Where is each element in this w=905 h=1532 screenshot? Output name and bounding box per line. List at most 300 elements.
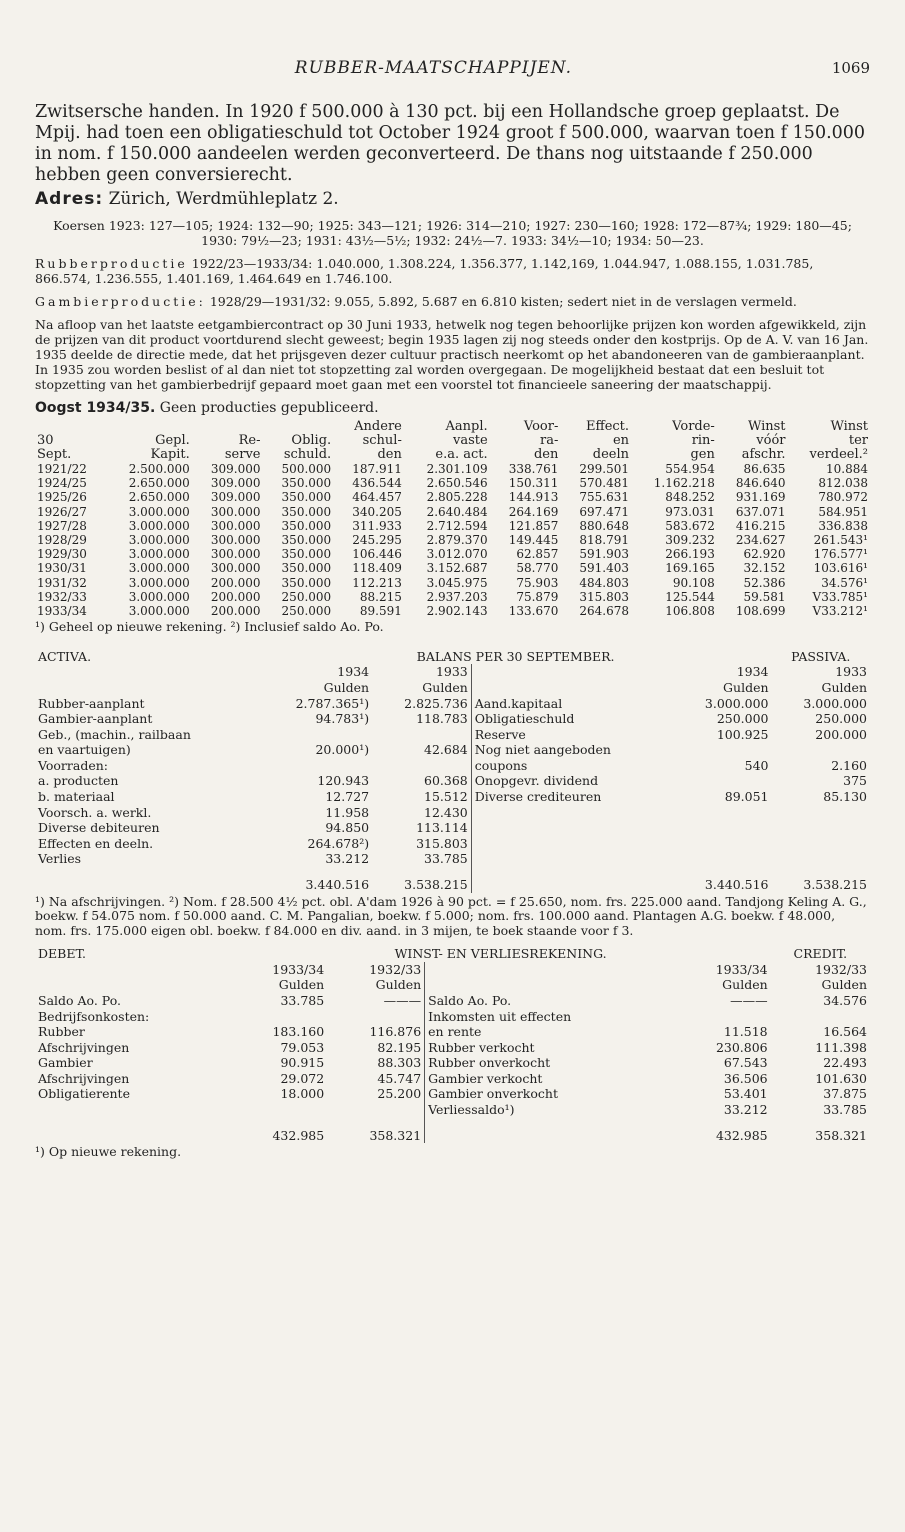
left-value: 2.787.365¹) [295, 695, 370, 711]
right-value: 89.051 [724, 789, 769, 805]
left-value: 264.678²) [307, 835, 370, 851]
left-value: 315.803 [416, 835, 468, 851]
left-value: 183.160 [272, 1024, 325, 1040]
total-cell: 432.985 [272, 1127, 325, 1143]
left-label: Saldo Ao. Po. [38, 992, 121, 1008]
left-value: 12.430 [424, 804, 468, 820]
right-label: Diverse crediteuren [471, 789, 673, 805]
right-value: 230.806 [715, 1039, 768, 1055]
total-row [35, 867, 870, 893]
left-value: 33.212 [325, 851, 370, 867]
stats-header-cell: ter [848, 433, 868, 448]
total-cell: 3.538.215 [803, 877, 867, 893]
balance-note: ¹) Na afschrijvingen. ²) Nom. f 28.500 4½ pct. obl. A'dam 1926 à 90 pct. = f 25.650, nom. frs. 225.000 aand. Tandjong Keling A. G., boekw. f 54.075 nom. f 50.000 aand. C. M. Pangalian, boekw. f 5.000; nom. frs. 100.000 aand. Plantagen A.G. boekw. f 48.000, nom. frs. 175.000 eigen obl. boekw. f 84.000 en div. aand. in 3 mijen, te boek staande voor f 3. [35, 893, 867, 938]
stats-cell: 315.803 [579, 589, 630, 604]
unit-cell: Gulden [723, 679, 769, 695]
right-label: Rubber verkocht [425, 1040, 674, 1056]
unit-cell: Gulden [422, 679, 468, 695]
stats-cell: 300.000 [210, 533, 261, 548]
spacer-cell [471, 664, 673, 680]
stats-cell: 1933/34 [37, 604, 87, 619]
stats-cell: 1925/26 [37, 490, 87, 505]
spacer-cell [35, 680, 260, 696]
account-row [35, 742, 870, 758]
stats-header-cell: ra- [539, 433, 559, 448]
year-cell: 1933 [435, 664, 468, 680]
right-value: 11.518 [723, 1024, 768, 1040]
right-value: 34.576 [823, 992, 867, 1008]
unit-row [35, 977, 870, 993]
intro-paragraph: Zwitsersche handen. In 1920 f 500.000 à 130 pct. bij een Hollandsche groep geplaatst. De Mpij. had toen een obligatieschuld tot October 1924 groot f 500.000, waarvan toen f 150.000 in nom. f 150.000 aandeelen werden geconverteerd. De thans nog uitstaande f 250.000 hebben geen conversierecht. [35, 102, 866, 185]
spacer-cell [673, 820, 771, 836]
right-value: 200.000 [815, 726, 867, 742]
right-label: Rubber onverkocht [425, 1055, 674, 1071]
stats-cell: 812.038 [818, 476, 868, 491]
spacer-cell [471, 820, 673, 836]
stats-cell: 3.000.000 [128, 561, 190, 576]
stats-cell: 264.169 [508, 504, 559, 519]
stats-cell: 121.857 [508, 518, 559, 533]
stats-header-cell [106, 420, 192, 434]
stats-header-cell [192, 420, 263, 434]
account-row [35, 1071, 870, 1087]
stats-header-cell: Gepl. [155, 433, 190, 448]
total-cell: 3.440.516 [704, 877, 769, 893]
address-line [35, 188, 870, 210]
spacer-cell [471, 805, 673, 821]
stats-cell: 3.000.000 [128, 589, 190, 604]
rubber-production [35, 256, 870, 286]
stats-cell: 846.640 [735, 476, 786, 491]
right-label: coupons [471, 758, 673, 774]
right-value: 33.785 [823, 1102, 867, 1118]
left-value: 15.512 [424, 789, 468, 805]
stats-cell: 169.165 [665, 561, 715, 576]
koersen-text: Koersen 1923: 127—105; 1924: 132—90; 1925: 343—121; 1926: 314—210; 1927: 230—160; 1928: 172—87¾; 1929: 180—45; 1930: 79½—23; 1931: 43½—5½; 1932: 24½—7. 1933: 34½—10; 1934: 50—23. [53, 218, 852, 248]
stats-cell: 1932/33 [37, 589, 87, 604]
stats-header-cell: verdeel.² [809, 447, 868, 462]
right-value: 100.925 [716, 726, 769, 742]
oogst-text: Geen producties gepubliceerd. [159, 400, 379, 416]
stats-header-cell: Effect. [585, 419, 630, 434]
account-row [35, 1024, 870, 1040]
right-label: Onopgevr. dividend [471, 773, 673, 789]
stats-cell: 591.403 [579, 561, 630, 576]
left-value: 82.195 [377, 1039, 422, 1055]
stats-cell: 62.920 [743, 547, 786, 562]
stats-cell: 245.295 [352, 533, 402, 548]
year-cell: 1934 [736, 664, 769, 680]
year-cell: 1933/34 [272, 961, 325, 977]
right-value: 375 [843, 773, 867, 789]
left-value: 11.958 [325, 804, 370, 820]
stats-cell: 350.000 [281, 533, 332, 548]
stats-header-cell: Oblig. [291, 433, 332, 448]
stats-cell: 10.884 [826, 462, 868, 476]
stats-cell: 2.650.546 [426, 476, 488, 491]
right-value: 37.875 [823, 1086, 867, 1102]
unit-cell: Gulden [821, 679, 867, 695]
left-value: 79.053 [280, 1039, 325, 1055]
stats-header-cell: afschr. [741, 447, 786, 462]
stats-cell: 149.445 [508, 533, 559, 548]
left-label: Effecten en deeln. [38, 835, 154, 851]
center-heading: BALANS PER 30 SEPTEMBER. [416, 648, 615, 664]
right-value: 3.000.000 [704, 695, 769, 711]
spacer-cell [327, 1102, 424, 1118]
stats-cell: 848.252 [665, 490, 715, 505]
left-label: Afschrijvingen [38, 1070, 130, 1086]
rubber-label: Rubberproductie [35, 256, 188, 271]
left-label: en vaartuigen) [38, 742, 131, 758]
stats-cell: 58.770 [516, 561, 559, 576]
account-row [35, 1055, 870, 1071]
right-value: 22.493 [823, 1055, 867, 1071]
spacer-cell [471, 867, 673, 893]
stats-cell: 2.640.484 [426, 504, 488, 519]
left-value: 33.785 [280, 992, 325, 1008]
spacer-cell [471, 851, 673, 867]
left-label: Verlies [38, 851, 82, 867]
left-label: Voorraden: [38, 757, 108, 773]
right-value [771, 1009, 870, 1025]
total-cell: 3.440.516 [305, 877, 370, 893]
stats-header-row [35, 448, 870, 462]
balance-sheet [35, 649, 870, 893]
right-label: en rente [425, 1024, 674, 1040]
account-row [35, 758, 870, 774]
stats-row [35, 547, 870, 561]
stats-cell: 234.627 [735, 533, 786, 548]
stats-cell: 3.000.000 [128, 518, 190, 533]
left-value: 2.825.736 [404, 695, 468, 711]
stats-header-cell [262, 420, 333, 434]
stats-cell: 570.481 [579, 476, 630, 491]
left-value: 33.785 [424, 851, 468, 867]
profit-loss-note: ¹) Op nieuwe rekening. [35, 1144, 182, 1160]
right-value [673, 742, 771, 758]
right-value: 53.401 [723, 1086, 768, 1102]
account-row [35, 773, 870, 789]
stats-cell: 89.591 [359, 604, 402, 619]
right-value [673, 773, 771, 789]
body-paragraph: Na afloop van het laatste eetgambiercontract op 30 Juni 1933, hetwelk nog tegen behoorlijke prijzen kon worden afgewikkeld, zijn de prijzen van dit product voortdurend slecht geweest; begin 1935 lagen zij nog steeds onder den kostprijs. Op de A. V. van 16 Jan. 1935 deelde de directie mede, dat het prijsgeven dezer cultuur practisch neerkomt op het abandoneeren van de gambieraanplant. In 1935 zou worden beslist of al dan niet tot stopzetting zal worden overgegaan. De mogelijkheid bestaat dat een besluit tot stopzetting van het gambierbedrijf gepaard moet gaan met een voorstel tot financieele saneering der maatschappij. [35, 317, 869, 392]
spacer-cell [772, 820, 870, 836]
year-row [35, 664, 870, 680]
right-heading: CREDIT. [793, 946, 848, 962]
account-row [35, 727, 870, 743]
stats-cell: 34.576¹ [821, 575, 868, 590]
left-label: Obligatierente [38, 1086, 130, 1102]
year-cell: 1932/33 [369, 961, 422, 977]
left-value [372, 727, 471, 743]
total-cell: 3.538.215 [404, 877, 468, 893]
spacer-cell [772, 836, 870, 852]
stats-cell: 118.409 [352, 561, 402, 576]
account-title-row [35, 649, 870, 665]
right-value: 250.000 [716, 711, 769, 727]
stats-cell: 1924/25 [37, 476, 87, 491]
stats-header-cell: schuld. [283, 447, 332, 462]
stats-header-cell: Aanpl. [445, 419, 488, 434]
spacer-cell [425, 977, 674, 993]
oogst-line [35, 400, 870, 416]
total-cell: 358.321 [815, 1127, 867, 1143]
document-page [35, 58, 870, 1160]
spacer-cell [471, 680, 673, 696]
right-label: Gambier verkocht [425, 1071, 674, 1087]
stats-cell: 3.012.070 [426, 547, 488, 562]
stats-cell: 2.500.000 [128, 462, 190, 476]
left-value [327, 1009, 424, 1025]
page-number: 1069 [831, 59, 870, 77]
stats-cell: 250.000 [281, 589, 332, 604]
stats-row [35, 462, 870, 476]
stats-row [35, 505, 870, 519]
gambier-label: Gambierproductie: [35, 294, 206, 309]
stats-cell: 3.000.000 [128, 575, 190, 590]
stats-header-cell: 30 [37, 433, 54, 448]
spacer-cell [35, 1102, 231, 1118]
stats-cell: 1930/31 [37, 561, 87, 576]
stats-cell: 311.933 [352, 518, 402, 533]
stats-cell: 1927/28 [37, 518, 87, 533]
stats-cell: 484.803 [579, 575, 630, 590]
stats-cell: 103.616¹ [813, 561, 868, 576]
stats-header-cell: Andere [354, 419, 402, 434]
oogst-label: Oogst 1934/35. [35, 400, 156, 416]
left-value: 42.684 [424, 742, 468, 758]
gambier-production [35, 294, 870, 309]
stats-header-cell: Re- [238, 433, 261, 448]
stats-cell: 300.000 [210, 518, 261, 533]
year-cell: 1933 [835, 664, 867, 680]
left-label: b. materiaal [38, 789, 115, 805]
right-value: 16.564 [823, 1024, 867, 1040]
stats-cell: 144.913 [508, 490, 559, 505]
stats-cell: 2.301.109 [426, 462, 488, 476]
left-label: Diverse debiteuren [38, 820, 160, 836]
stats-cell: 2.879.370 [426, 533, 488, 548]
spacer-cell [35, 1118, 231, 1144]
right-value: 67.543 [723, 1055, 768, 1071]
stats-cell: 133.670 [508, 604, 559, 619]
account-row [35, 1086, 870, 1102]
stats-cell: 106.446 [352, 547, 402, 562]
spacer-cell [673, 836, 771, 852]
stats-cell: 3.045.975 [426, 575, 488, 590]
year-row [35, 962, 870, 978]
stats-cell: 108.699 [735, 604, 786, 619]
stats-cell: 1921/22 [37, 462, 87, 476]
right-value: 101.630 [815, 1070, 867, 1086]
left-value [260, 727, 372, 743]
stats-cell: 350.000 [281, 518, 332, 533]
stats-header-cell: e.a. act. [435, 447, 488, 462]
account-row [35, 836, 870, 852]
right-label: Reserve [471, 727, 673, 743]
stats-cell: 931.169 [735, 490, 786, 505]
stats-cell: 697.471 [579, 504, 630, 519]
stats-header-cell [35, 420, 106, 434]
stats-cell: 2.937.203 [426, 589, 488, 604]
stats-cell: 500.000 [281, 462, 332, 476]
stats-cell: 554.954 [665, 462, 715, 476]
stats-row [35, 533, 870, 547]
right-value [772, 742, 870, 758]
stats-cell: 350.000 [281, 547, 332, 562]
left-value: 94.783¹) [315, 711, 370, 727]
spacer-cell [425, 1118, 674, 1144]
stats-header-cell: Vorde- [672, 419, 715, 434]
stats-cell: 780.972 [818, 490, 868, 505]
account-row [35, 993, 870, 1009]
running-title: RUBBER-MAATSCHAPPIJEN. [294, 58, 572, 78]
stats-cell: 583.672 [665, 518, 715, 533]
gambier-values: 1928/29—1931/32: 9.055, 5.892, 5.687 en 6.810 kisten; sedert niet in de verslagen vermeld. [209, 294, 797, 309]
account-row [35, 789, 870, 805]
right-value: 2.160 [831, 757, 867, 773]
stats-header-cell: Voor- [523, 419, 559, 434]
stats-cell: 150.311 [508, 476, 559, 491]
left-value: 29.072 [280, 1070, 325, 1086]
stats-cell: 200.000 [210, 604, 261, 619]
unit-row [35, 680, 870, 696]
stats-cell: 818.791 [579, 533, 630, 548]
spacer-cell [673, 851, 771, 867]
stats-cell: 250.000 [281, 604, 332, 619]
year-cell: 1933/34 [715, 961, 768, 977]
stats-cell: 88.215 [359, 589, 402, 604]
statistics-footnote: ¹) Geheel op nieuwe rekening. ²) Inclusief saldo Ao. Po. [35, 619, 384, 635]
stats-cell: 973.031 [665, 504, 715, 519]
left-label: Rubber [38, 1024, 85, 1040]
right-heading: PASSIVA. [791, 648, 851, 664]
spacer-cell [231, 1102, 328, 1118]
left-label: a. producten [38, 773, 119, 789]
stats-cell: 300.000 [210, 504, 261, 519]
stats-cell: 187.911 [352, 462, 402, 476]
page-header [35, 58, 870, 88]
stats-cell: 2.650.000 [128, 490, 190, 505]
left-label: Voorsch. a. werkl. [38, 804, 152, 820]
stats-cell: 75.903 [516, 575, 559, 590]
total-cell: 358.321 [369, 1127, 422, 1143]
stats-cell: 464.457 [352, 490, 402, 505]
stats-cell: 1931/32 [37, 575, 87, 590]
stats-header-cell: en [612, 433, 630, 448]
stats-cell: 1928/29 [37, 533, 87, 548]
spacer-cell [35, 977, 231, 993]
statistics-table [35, 420, 870, 618]
stats-cell: 3.000.000 [128, 504, 190, 519]
left-heading: ACTIVA. [38, 648, 92, 664]
stats-cell: 436.544 [352, 476, 402, 491]
account-row [35, 820, 870, 836]
stats-header-cell: vóór [756, 433, 786, 448]
stats-cell: 2.902.143 [426, 604, 488, 619]
left-value [231, 1009, 328, 1025]
stats-row [35, 576, 870, 590]
unit-cell: Gulden [375, 977, 422, 993]
stats-cell: 584.951 [818, 504, 868, 519]
stats-header-cell: den [533, 447, 559, 462]
address-label: Adres: [35, 189, 104, 209]
right-label: Gambier onverkocht [425, 1086, 674, 1102]
stats-cell: 350.000 [281, 476, 332, 491]
stats-cell: 340.205 [352, 504, 402, 519]
total-cell: 432.985 [715, 1127, 768, 1143]
stats-cell: 86.635 [743, 462, 786, 476]
left-heading: DEBET. [38, 946, 86, 962]
left-value: 18.000 [280, 1086, 325, 1102]
stats-cell: 1926/27 [37, 504, 87, 519]
left-label: Geb., (machin., railbaan [38, 726, 191, 742]
stats-cell: 338.761 [508, 462, 559, 476]
right-value: 36.506 [723, 1070, 768, 1086]
right-label: Verliessaldo¹) [425, 1102, 674, 1118]
stats-cell: 350.000 [281, 575, 332, 590]
stats-row [35, 604, 870, 618]
stats-header-cell: vaste [452, 433, 488, 448]
left-value: 94.850 [325, 820, 370, 836]
left-value: 60.368 [424, 773, 468, 789]
stats-cell: 2.712.594 [426, 518, 488, 533]
stats-header-cell: rin- [691, 433, 715, 448]
stats-cell: 266.193 [665, 547, 715, 562]
left-value: 88.303 [377, 1055, 422, 1071]
stats-cell: 1.162.218 [653, 476, 715, 491]
account-row [35, 805, 870, 821]
stats-cell: 350.000 [281, 504, 332, 519]
unit-cell: Gulden [278, 977, 325, 993]
stats-header-cell: Kapit. [150, 447, 190, 462]
unit-cell: Gulden [722, 977, 768, 993]
left-value: ——— [383, 992, 422, 1008]
spacer-cell [425, 962, 674, 978]
account-row [35, 696, 870, 712]
left-value: 12.727 [325, 789, 370, 805]
stats-row [35, 490, 870, 504]
stats-cell: 637.071 [735, 504, 786, 519]
right-value: 111.398 [815, 1039, 867, 1055]
spacer-cell [772, 805, 870, 821]
right-value [674, 1009, 771, 1025]
right-value: 33.212 [723, 1102, 768, 1118]
stats-row [35, 476, 870, 490]
stats-header-cell: Winst [747, 419, 786, 434]
right-value: 250.000 [815, 711, 867, 727]
spacer-cell [35, 867, 260, 893]
account-row [35, 711, 870, 727]
stats-header-row [35, 420, 870, 434]
stats-header-cell: Winst [830, 419, 868, 434]
unit-cell: Gulden [821, 977, 867, 993]
left-value: 90.915 [280, 1055, 325, 1071]
stats-cell: 125.544 [665, 589, 715, 604]
left-value [260, 758, 372, 774]
account-row [35, 851, 870, 867]
stats-cell: 75.879 [516, 589, 559, 604]
stats-row [35, 519, 870, 533]
left-value: 120.943 [317, 773, 370, 789]
account-row [35, 1040, 870, 1056]
account-row [35, 1009, 870, 1025]
account-row [35, 1102, 870, 1118]
stats-cell: 755.631 [579, 490, 630, 505]
spacer-cell [35, 664, 260, 680]
stats-header-cell: deeln [592, 447, 630, 462]
